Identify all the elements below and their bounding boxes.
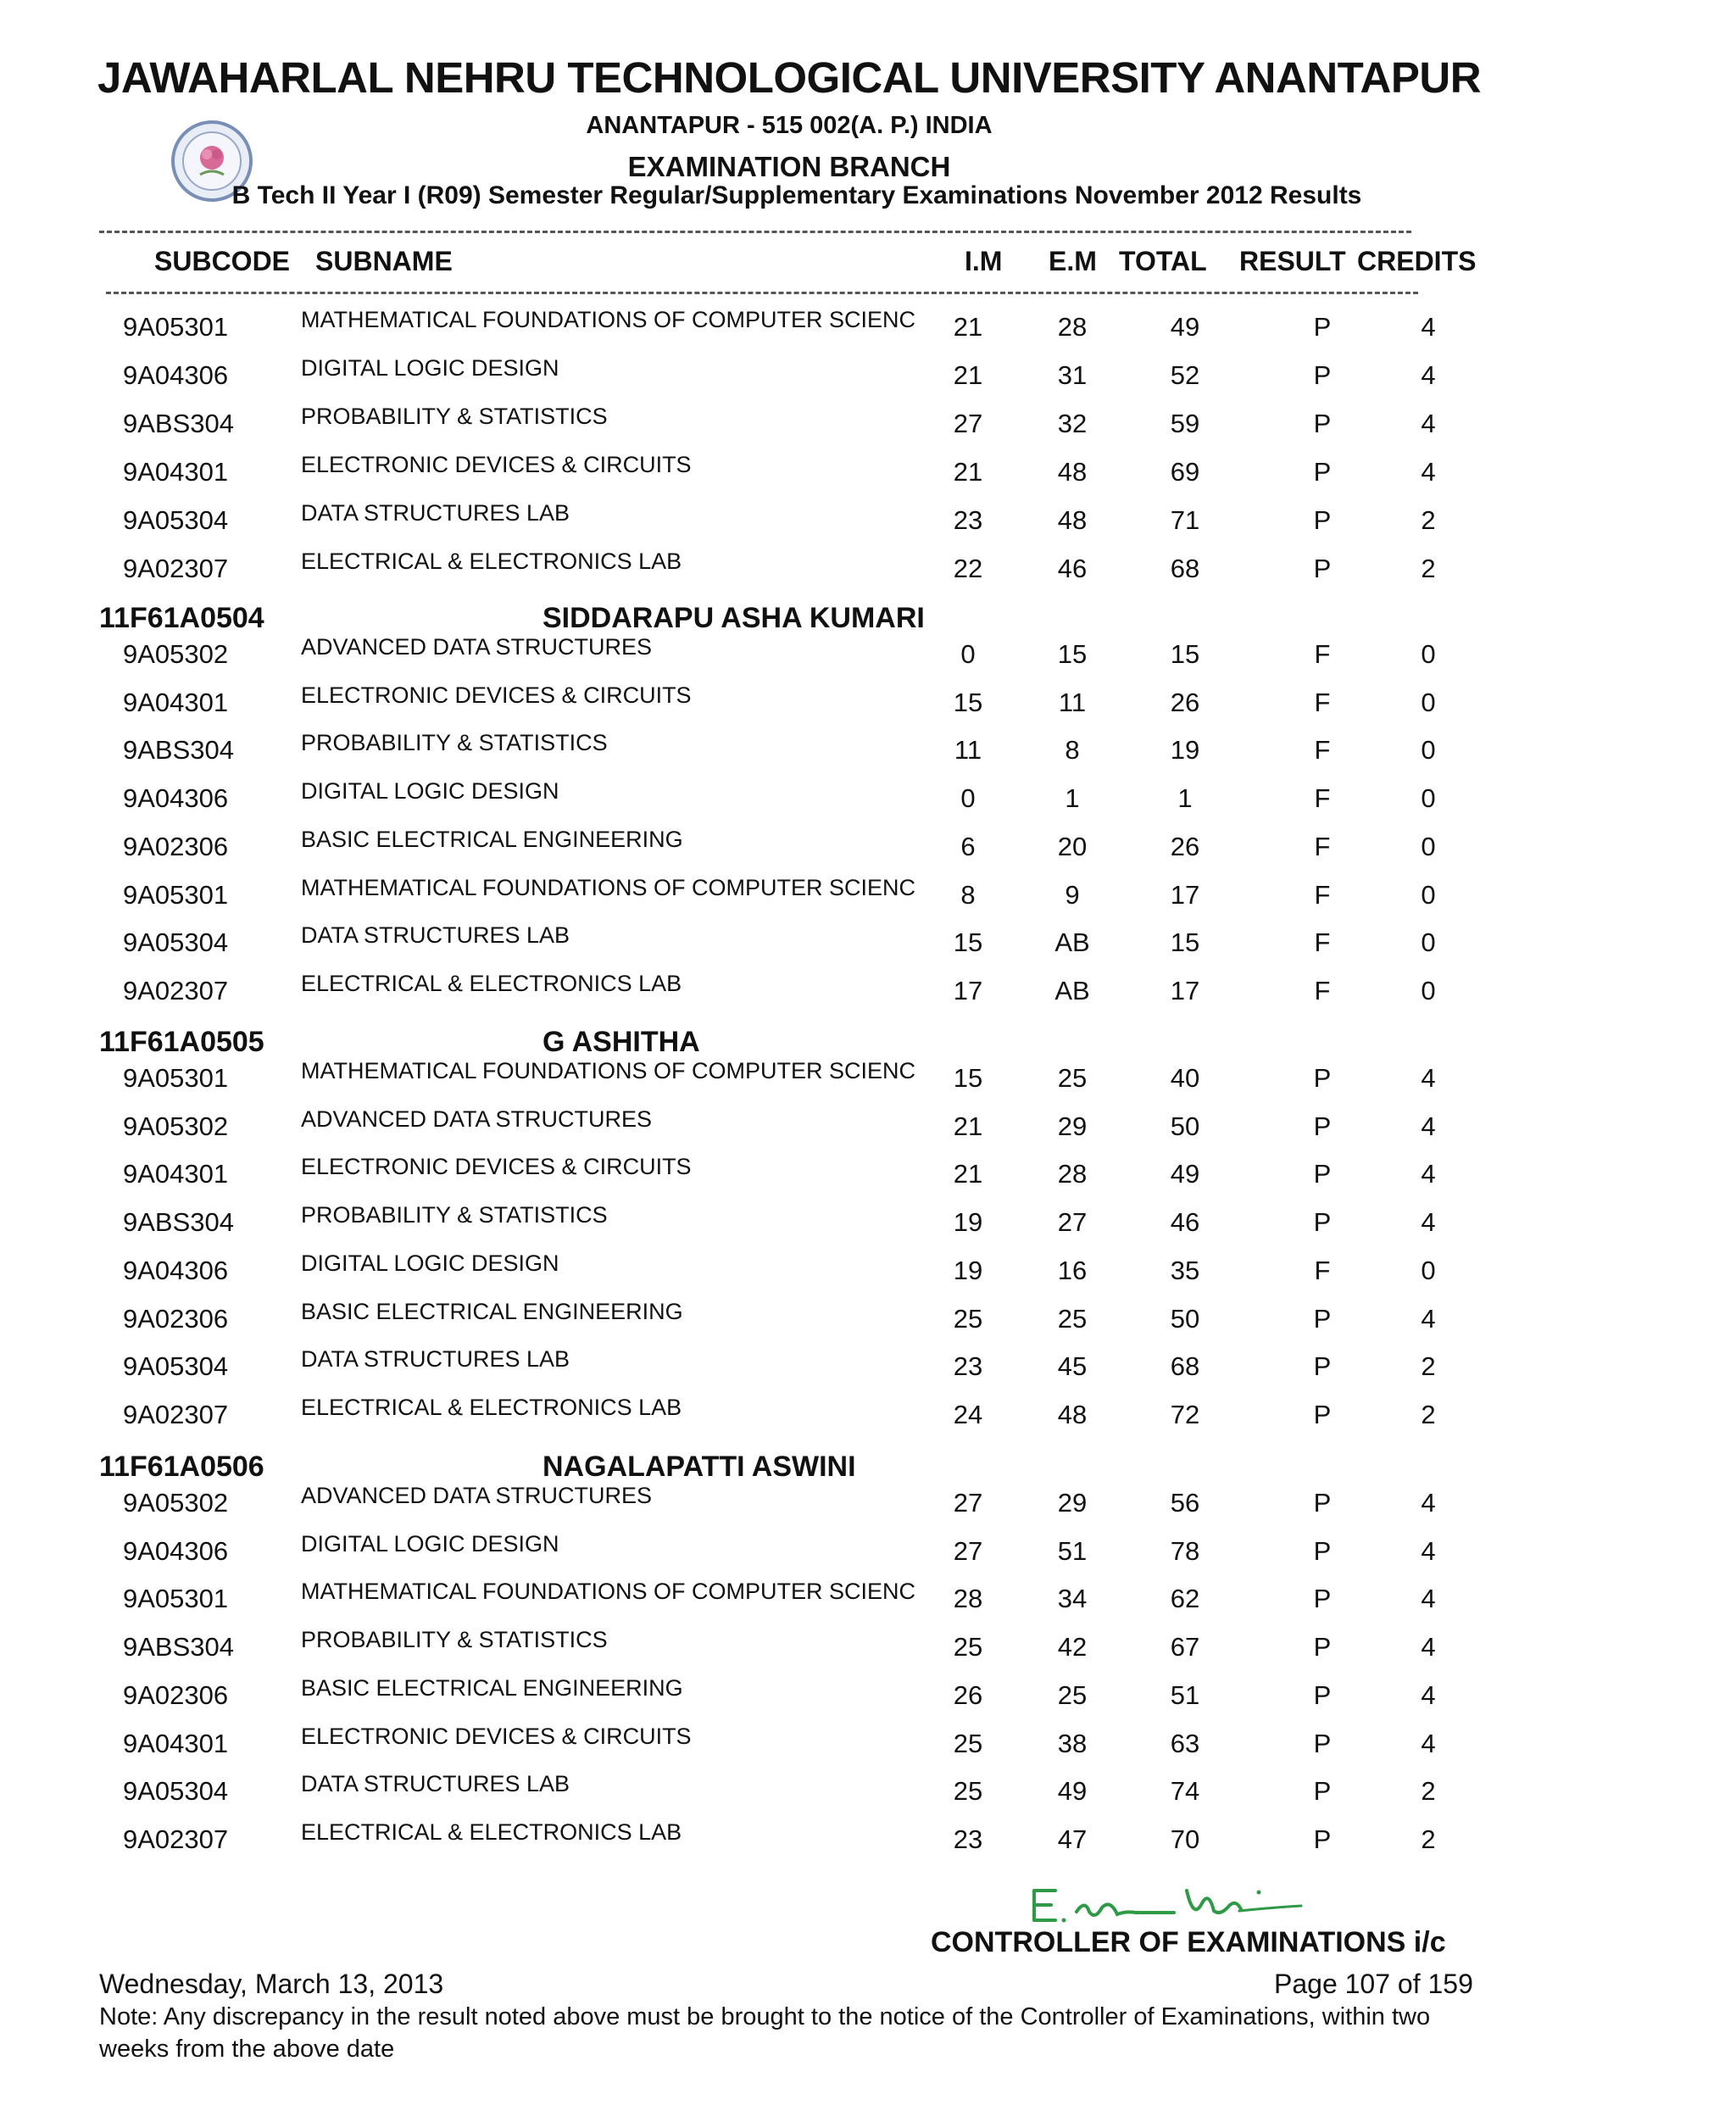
credits: 4: [1421, 457, 1436, 487]
student-name: G ASHITHA: [542, 1026, 700, 1058]
result: P: [1313, 1488, 1332, 1518]
external-marks: 31: [1057, 360, 1088, 390]
credits: 4: [1421, 312, 1436, 342]
total-marks: 17: [1170, 880, 1200, 910]
total-marks: 15: [1170, 927, 1200, 957]
total-marks: 70: [1170, 1824, 1200, 1854]
subject-code: 9A02307: [123, 554, 229, 583]
credits: 4: [1421, 1536, 1436, 1566]
external-marks: 48: [1057, 457, 1088, 487]
external-marks: 38: [1057, 1729, 1088, 1758]
column-header-subname: SUBNAME: [315, 246, 453, 276]
total-marks: 26: [1170, 688, 1200, 717]
result: P: [1313, 1111, 1332, 1141]
external-marks: 51: [1057, 1536, 1088, 1566]
subject-name: MATHEMATICAL FOUNDATIONS OF COMPUTER SCIENC: [301, 1058, 916, 1083]
result: P: [1313, 1400, 1332, 1429]
internal-marks: 17: [953, 976, 983, 1005]
external-marks: 20: [1057, 832, 1088, 861]
subject-name: ELECTRICAL & ELECTRONICS LAB: [301, 1395, 682, 1420]
table-row: [0, 1724, 1736, 1776]
credits: 0: [1421, 783, 1436, 813]
table-row: [0, 452, 1736, 504]
student-header: [0, 602, 1736, 643]
result: P: [1313, 1632, 1332, 1662]
internal-marks: 8: [960, 880, 976, 910]
total-marks: 46: [1170, 1207, 1200, 1237]
table-row: [0, 1395, 1736, 1447]
total-marks: 26: [1170, 832, 1200, 861]
subject-code: 9A02307: [123, 1824, 229, 1854]
result: P: [1313, 312, 1332, 342]
total-marks: 40: [1170, 1063, 1200, 1093]
column-header-im: I.M: [965, 246, 1003, 276]
subject-name: ELECTRONIC DEVICES & CIRCUITS: [301, 452, 692, 477]
subject-name: ADVANCED DATA STRUCTURES: [301, 634, 653, 660]
subject-name: PROBABILITY & STATISTICS: [301, 1202, 608, 1228]
internal-marks: 15: [953, 1063, 983, 1093]
subject-name: PROBABILITY & STATISTICS: [301, 404, 608, 429]
external-marks: 28: [1057, 312, 1088, 342]
internal-marks: 25: [953, 1304, 983, 1334]
internal-marks: 21: [953, 312, 983, 342]
table-row: [0, 1106, 1736, 1159]
subject-code: 9A02306: [123, 1680, 229, 1710]
external-marks: AB: [1054, 976, 1090, 1005]
subject-code: 9A04301: [123, 457, 229, 487]
external-marks: AB: [1054, 927, 1090, 957]
credits: 4: [1421, 1488, 1436, 1518]
table-row: [0, 404, 1736, 456]
total-marks: 51: [1170, 1680, 1200, 1710]
table-row: [0, 634, 1736, 687]
internal-marks: 23: [953, 1351, 983, 1381]
result: F: [1314, 688, 1331, 717]
subject-code: 9A05301: [123, 312, 229, 342]
subject-name: BASIC ELECTRICAL ENGINEERING: [301, 1299, 683, 1324]
total-marks: 68: [1170, 1351, 1200, 1381]
subject-name: MATHEMATICAL FOUNDATIONS OF COMPUTER SCIENC: [301, 875, 916, 900]
internal-marks: 21: [953, 457, 983, 487]
subject-name: DATA STRUCTURES LAB: [301, 1346, 570, 1372]
total-marks: 56: [1170, 1488, 1200, 1518]
table-row: [0, 1675, 1736, 1728]
hall-ticket-number: 11F61A0505: [99, 1026, 264, 1058]
external-marks: 8: [1065, 735, 1080, 765]
subject-code: 9A05302: [123, 1111, 229, 1141]
table-row: [0, 1154, 1736, 1206]
subject-name: ELECTRICAL & ELECTRONICS LAB: [301, 549, 682, 574]
internal-marks: 23: [953, 505, 983, 535]
result: P: [1313, 409, 1332, 438]
credits: 2: [1421, 1824, 1436, 1854]
subject-name: DIGITAL LOGIC DESIGN: [301, 778, 559, 804]
subject-name: DIGITAL LOGIC DESIGN: [301, 355, 559, 381]
credits: 4: [1421, 1680, 1436, 1710]
internal-marks: 27: [953, 1536, 983, 1566]
internal-marks: 0: [960, 783, 976, 813]
internal-marks: 25: [953, 1632, 983, 1662]
credits: 2: [1421, 1776, 1436, 1806]
result: P: [1313, 1351, 1332, 1381]
table-row: [0, 1483, 1736, 1535]
credits: 2: [1421, 1400, 1436, 1429]
result: F: [1314, 639, 1331, 669]
total-marks: 1: [1177, 783, 1193, 813]
subject-code: 9A02306: [123, 832, 229, 861]
result: F: [1314, 1256, 1331, 1285]
subject-code: 9ABS304: [123, 1632, 234, 1662]
credits: 0: [1421, 688, 1436, 717]
subject-name: ADVANCED DATA STRUCTURES: [301, 1483, 653, 1508]
subject-name: DIGITAL LOGIC DESIGN: [301, 1250, 559, 1276]
table-row: [0, 1299, 1736, 1351]
university-address: ANANTAPUR - 515 002(A. P.) INDIA: [586, 112, 993, 139]
external-marks: 47: [1057, 1824, 1088, 1854]
result: P: [1313, 1824, 1332, 1854]
subject-code: 9A04306: [123, 1256, 229, 1285]
table-row: [0, 1202, 1736, 1255]
table-row: [0, 1579, 1736, 1631]
table-row: [0, 922, 1736, 975]
subject-name: DATA STRUCTURES LAB: [301, 500, 570, 526]
subject-code: 9A04306: [123, 1536, 229, 1566]
result: P: [1313, 1536, 1332, 1566]
subject-name: ADVANCED DATA STRUCTURES: [301, 1106, 653, 1132]
student-name: NAGALAPATTI ASWINI: [542, 1451, 856, 1483]
internal-marks: 28: [953, 1584, 983, 1613]
internal-marks: 26: [953, 1680, 983, 1710]
credits: 0: [1421, 639, 1436, 669]
table-row: [0, 778, 1736, 831]
table-row: [0, 1771, 1736, 1824]
table-row: [0, 682, 1736, 735]
credits: 0: [1421, 880, 1436, 910]
subject-code: 9A05302: [123, 1488, 229, 1518]
subject-code: 9A05304: [123, 927, 229, 957]
total-marks: 74: [1170, 1776, 1200, 1806]
column-header-total: TOTAL: [1119, 246, 1207, 276]
result: P: [1313, 554, 1332, 583]
credits: 2: [1421, 554, 1436, 583]
table-row: [0, 827, 1736, 879]
result: P: [1313, 1729, 1332, 1758]
table-row: [0, 1627, 1736, 1679]
subject-code: 9ABS304: [123, 1207, 234, 1237]
subject-code: 9A05304: [123, 1351, 229, 1381]
column-header-subcode: SUBCODE: [154, 246, 291, 276]
external-marks: 29: [1057, 1488, 1088, 1518]
result: P: [1313, 1584, 1332, 1613]
examination-branch: EXAMINATION BRANCH: [627, 151, 951, 182]
total-marks: 71: [1170, 505, 1200, 535]
table-row: [0, 730, 1736, 783]
total-marks: 78: [1170, 1536, 1200, 1566]
credits: 0: [1421, 927, 1436, 957]
table-row: [0, 1058, 1736, 1111]
subject-name: ELECTRICAL & ELECTRONICS LAB: [301, 1819, 682, 1845]
result: F: [1314, 927, 1331, 957]
internal-marks: 27: [953, 409, 983, 438]
subject-name: DIGITAL LOGIC DESIGN: [301, 1531, 559, 1557]
internal-marks: 25: [953, 1729, 983, 1758]
total-marks: 68: [1170, 554, 1200, 583]
credits: 0: [1421, 832, 1436, 861]
subject-name: ELECTRONIC DEVICES & CIRCUITS: [301, 1724, 692, 1749]
total-marks: 67: [1170, 1632, 1200, 1662]
internal-marks: 21: [953, 1111, 983, 1141]
table-row: [0, 355, 1736, 408]
credits: 4: [1421, 1207, 1436, 1237]
result: F: [1314, 832, 1331, 861]
total-marks: 59: [1170, 409, 1200, 438]
credits: 4: [1421, 1729, 1436, 1758]
subject-code: 9A05301: [123, 1063, 229, 1093]
internal-marks: 23: [953, 1824, 983, 1854]
table-row: [0, 971, 1736, 1023]
column-header-credits: CREDITS: [1357, 246, 1477, 276]
total-marks: 52: [1170, 360, 1200, 390]
subject-name: ELECTRONIC DEVICES & CIRCUITS: [301, 682, 692, 708]
credits: 4: [1421, 1584, 1436, 1613]
total-marks: 17: [1170, 976, 1200, 1005]
result: P: [1313, 1776, 1332, 1806]
result: F: [1314, 735, 1331, 765]
university-title: JAWAHARLAL NEHRU TECHNOLOGICAL UNIVERSITY ANANTAPUR: [97, 53, 1482, 102]
credits: 4: [1421, 409, 1436, 438]
internal-marks: 25: [953, 1776, 983, 1806]
result: P: [1313, 1304, 1332, 1334]
column-header-result: RESULT: [1239, 246, 1346, 276]
external-marks: 25: [1057, 1304, 1088, 1334]
table-row: [0, 875, 1736, 927]
subject-code: 9ABS304: [123, 409, 234, 438]
internal-marks: 15: [953, 688, 983, 717]
subject-name: DATA STRUCTURES LAB: [301, 922, 570, 948]
total-marks: 62: [1170, 1584, 1200, 1613]
table-row: [0, 1250, 1736, 1303]
external-marks: 1: [1065, 783, 1080, 813]
subject-code: 9A04301: [123, 1159, 229, 1189]
total-marks: 50: [1170, 1111, 1200, 1141]
subject-code: 9A04306: [123, 360, 229, 390]
external-marks: 15: [1057, 639, 1088, 669]
total-marks: 69: [1170, 457, 1200, 487]
total-marks: 50: [1170, 1304, 1200, 1334]
credits: 2: [1421, 1351, 1436, 1381]
total-marks: 19: [1170, 735, 1200, 765]
subject-name: BASIC ELECTRICAL ENGINEERING: [301, 1675, 683, 1701]
subject-code: 9A04306: [123, 783, 229, 813]
external-marks: 11: [1058, 688, 1087, 717]
external-marks: 42: [1057, 1632, 1088, 1662]
credits: 4: [1421, 1063, 1436, 1093]
result: P: [1313, 1159, 1332, 1189]
student-name: SIDDARAPU ASHA KUMARI: [542, 602, 925, 634]
credits: 2: [1421, 505, 1436, 535]
controller-signature: [1017, 1874, 1322, 1933]
credits: 0: [1421, 735, 1436, 765]
subject-code: 9A05304: [123, 1776, 229, 1806]
internal-marks: 27: [953, 1488, 983, 1518]
hall-ticket-number: 11F61A0504: [99, 602, 264, 634]
total-marks: 49: [1170, 1159, 1200, 1189]
table-row: [0, 307, 1736, 359]
external-marks: 25: [1057, 1680, 1088, 1710]
table-row: [0, 500, 1736, 553]
external-marks: 32: [1057, 409, 1088, 438]
subject-name: DATA STRUCTURES LAB: [301, 1771, 570, 1796]
subject-code: 9A05302: [123, 639, 229, 669]
internal-marks: 6: [960, 832, 976, 861]
subject-name: MATHEMATICAL FOUNDATIONS OF COMPUTER SCIENC: [301, 307, 916, 332]
internal-marks: 15: [953, 927, 983, 957]
exam-title: B Tech II Year I (R09) Semester Regular/Supplementary Examinations November 2012 Results: [231, 181, 1362, 209]
hall-ticket-number: 11F61A0506: [99, 1451, 264, 1483]
external-marks: 45: [1057, 1351, 1088, 1381]
external-marks: 25: [1057, 1063, 1088, 1093]
internal-marks: 19: [953, 1256, 983, 1285]
total-marks: 15: [1170, 639, 1200, 669]
student-header: [0, 1451, 1736, 1491]
result: F: [1314, 783, 1331, 813]
internal-marks: 19: [953, 1207, 983, 1237]
result: P: [1313, 457, 1332, 487]
external-marks: 9: [1065, 880, 1080, 910]
subject-name: MATHEMATICAL FOUNDATIONS OF COMPUTER SCIENC: [301, 1579, 916, 1604]
subject-code: 9A02307: [123, 976, 229, 1005]
internal-marks: 22: [953, 554, 983, 583]
subject-name: ELECTRONIC DEVICES & CIRCUITS: [301, 1154, 692, 1179]
internal-marks: 0: [960, 639, 976, 669]
subject-name: PROBABILITY & STATISTICS: [301, 730, 608, 755]
subject-name: ELECTRICAL & ELECTRONICS LAB: [301, 971, 682, 996]
internal-marks: 11: [954, 735, 982, 765]
credits: 4: [1421, 1632, 1436, 1662]
total-marks: 49: [1170, 312, 1200, 342]
internal-marks: 21: [953, 1159, 983, 1189]
table-row: [0, 1346, 1736, 1399]
subject-code: 9A05301: [123, 880, 229, 910]
page-number: Page 107 of 159: [1274, 1969, 1473, 1999]
header-divider-bottom: [106, 292, 1418, 294]
result-date: Wednesday, March 13, 2013: [99, 1969, 444, 1999]
result: F: [1314, 976, 1331, 1005]
result: P: [1313, 1063, 1332, 1093]
table-row: [0, 1819, 1736, 1872]
header-divider-top: [99, 231, 1411, 233]
subject-code: 9A02307: [123, 1400, 229, 1429]
subject-code: 9A02306: [123, 1304, 229, 1334]
credits: 4: [1421, 1159, 1436, 1189]
internal-marks: 24: [953, 1400, 983, 1429]
subject-code: 9A05301: [123, 1584, 229, 1613]
subject-code: 9A05304: [123, 505, 229, 535]
external-marks: 27: [1057, 1207, 1088, 1237]
external-marks: 48: [1057, 505, 1088, 535]
column-header-em: E.M: [1049, 246, 1097, 276]
subject-code: 9A04301: [123, 1729, 229, 1758]
subject-code: 9A04301: [123, 688, 229, 717]
total-marks: 72: [1170, 1400, 1200, 1429]
table-row: [0, 549, 1736, 601]
external-marks: 16: [1057, 1256, 1088, 1285]
result: F: [1314, 880, 1331, 910]
result: P: [1313, 360, 1332, 390]
total-marks: 63: [1170, 1729, 1200, 1758]
external-marks: 48: [1057, 1400, 1088, 1429]
result: P: [1313, 1207, 1332, 1237]
external-marks: 46: [1057, 554, 1088, 583]
subject-code: 9ABS304: [123, 735, 234, 765]
total-marks: 35: [1170, 1256, 1200, 1285]
result: P: [1313, 1680, 1332, 1710]
credits: 4: [1421, 1304, 1436, 1334]
controller-title: CONTROLLER OF EXAMINATIONS i/c: [931, 1926, 1446, 1958]
credits: 0: [1421, 1256, 1436, 1285]
subject-name: PROBABILITY & STATISTICS: [301, 1627, 608, 1652]
external-marks: 49: [1057, 1776, 1088, 1806]
credits: 4: [1421, 1111, 1436, 1141]
external-marks: 28: [1057, 1159, 1088, 1189]
subject-name: BASIC ELECTRICAL ENGINEERING: [301, 827, 683, 852]
discrepancy-note: Note: Any discrepancy in the result noted above must be brought to the notice of the Controller of Examinations, within two weeks from the above date: [99, 2003, 1431, 2063]
external-marks: 29: [1057, 1111, 1088, 1141]
external-marks: 34: [1057, 1584, 1088, 1613]
table-row: [0, 1531, 1736, 1584]
credits: 0: [1421, 976, 1436, 1005]
credits: 4: [1421, 360, 1436, 390]
result: P: [1313, 505, 1332, 535]
internal-marks: 21: [953, 360, 983, 390]
